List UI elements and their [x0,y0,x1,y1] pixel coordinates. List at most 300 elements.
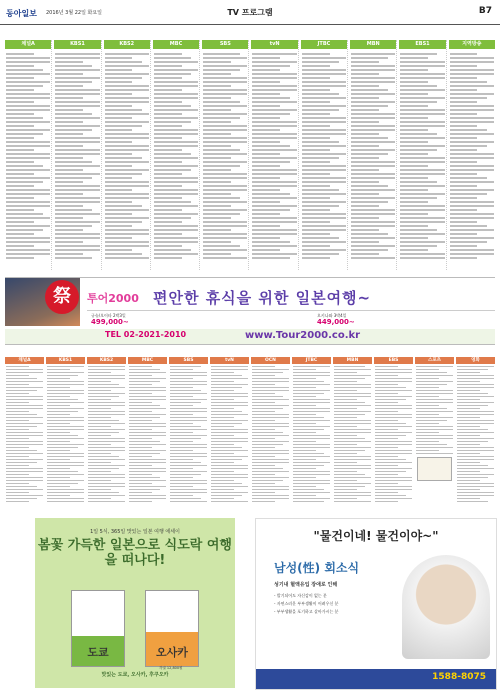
program-line [203,53,240,55]
program-line [6,197,34,199]
program-line [6,257,34,259]
program-line [154,65,182,67]
program-line [400,117,428,119]
program-line [6,396,43,398]
program-line [351,109,379,111]
program-line [6,369,43,371]
program-line [457,444,480,446]
program-line [170,369,193,371]
channel-header: SBS [202,40,248,49]
program-line [450,77,478,79]
program-line [6,453,43,455]
program-line [293,408,330,410]
program-line [416,408,447,410]
program-line [105,89,149,91]
program-line [55,149,99,151]
program-line [105,145,149,147]
program-line [211,498,234,500]
program-line [88,411,125,413]
program-line [55,109,83,111]
program-line [203,105,247,107]
program-line [351,209,395,211]
program-line [129,420,152,422]
program-line [400,133,437,135]
program-line [252,77,296,79]
program-line [6,113,34,115]
program-line [400,105,428,107]
program-line [351,193,379,195]
program-line [293,375,330,377]
ad-url[interactable]: www.Tour2000.co.kr [245,330,361,341]
program-line [88,501,125,503]
program-line [129,435,166,437]
program-line [375,468,412,470]
program-line [334,480,357,482]
program-line [6,411,29,413]
program-line [105,209,149,211]
book-ad[interactable] [35,518,235,688]
program-line [302,165,346,167]
program-line [203,117,240,119]
program-line [47,411,78,413]
program-line [47,378,70,380]
program-line [203,153,247,155]
program-line [47,468,70,470]
program-line [129,474,152,476]
program-line [252,432,283,434]
program-line [334,405,371,407]
program-line [211,414,248,416]
program-line [252,447,275,449]
program-line [416,378,439,380]
program-line [154,149,182,151]
program-line [129,495,166,497]
program-line [6,141,50,143]
program-line [6,77,34,79]
program-line [105,217,149,219]
program-line [351,65,395,67]
program-line [203,157,231,159]
program-line [293,453,324,455]
program-line [450,85,494,87]
program-line [105,153,133,155]
program-line [302,129,346,131]
program-line [375,450,412,452]
program-line [375,408,412,410]
program-line [203,209,247,211]
program-line [88,423,125,425]
program-line [252,109,296,111]
ad-point: - 발기되어도 자신감이 없는 분 [274,593,327,598]
program-line [105,185,149,187]
program-line [351,121,379,123]
program-line [88,465,125,467]
program-line [302,209,330,211]
program-line [105,249,133,251]
program-line [334,420,371,422]
program-line [6,201,50,203]
channel-header: KBS2 [104,40,150,49]
program-line [203,173,247,175]
program-line [105,213,133,215]
program-line [6,229,43,231]
program-line [375,480,412,482]
program-line [450,157,494,159]
program-line [457,486,494,488]
program-line [55,209,92,211]
program-line [400,85,437,87]
program-line [351,241,379,243]
program-line [457,477,488,479]
program-line [211,435,234,437]
program-line [351,57,388,59]
program-line [47,414,70,416]
program-line [252,495,289,497]
program-line [375,378,412,380]
program-line [400,89,444,91]
program-line [129,480,166,482]
program-line [170,426,201,428]
program-line [457,468,494,470]
program-line [252,229,296,231]
program-line [47,426,84,428]
program-line [302,57,346,59]
program-line [129,465,152,467]
program-line [302,213,346,215]
program-line [375,489,412,491]
program-line [154,133,198,135]
program-line [252,492,275,494]
program-line [351,181,379,183]
program-line [55,229,83,231]
ad-headline: 편안한 휴식을 위한 일본여행~ [153,289,372,307]
program-line [55,69,99,71]
program-line [450,181,494,183]
program-line [88,498,111,500]
program-line [154,73,191,75]
program-line [211,477,248,479]
program-line [252,189,280,191]
ad-phone-number[interactable]: 1588-8075 [432,672,486,682]
program-line [154,57,191,59]
program-line [293,477,316,479]
program-line [293,426,330,428]
cable-channel-header: 채널A [5,357,44,364]
health-ad[interactable] [255,518,497,690]
program-line [351,253,379,255]
program-line [105,157,142,159]
program-line [55,213,99,215]
program-line [129,447,152,449]
program-line [302,77,330,79]
program-line [154,225,198,227]
program-line [129,390,166,392]
program-line [105,129,133,131]
price-bar [87,310,495,327]
program-line [351,89,388,91]
program-line [55,89,99,91]
program-line [375,471,406,473]
price1-value: 499,000~ [91,318,129,326]
program-line [105,225,133,227]
program-line [47,399,78,401]
program-line [55,93,99,95]
program-line [47,423,70,425]
program-line [47,429,84,431]
program-line [400,229,437,231]
program-line [351,221,395,223]
program-line [293,483,330,485]
travel-ad[interactable] [5,277,495,345]
program-line [252,417,289,419]
program-line [252,387,289,389]
program-line [6,237,50,239]
program-line [293,381,324,383]
program-line [351,177,395,179]
program-line [170,390,201,392]
program-line [55,217,83,219]
program-line [203,109,231,111]
program-line [47,474,84,476]
program-line [6,447,29,449]
program-line [400,157,444,159]
program-line [252,89,296,91]
cable-column [292,357,331,512]
program-line [416,423,439,425]
program-line [88,489,111,491]
program-line [203,125,247,127]
cable-column [46,357,85,512]
cable-channel-header: 영화 [456,357,495,364]
program-line [170,384,207,386]
program-line [400,245,437,247]
program-line [6,489,43,491]
program-line [6,245,34,247]
program-line [302,69,346,71]
program-line [203,217,231,219]
program-line [457,495,494,497]
program-line [6,498,37,500]
program-line [400,53,437,55]
program-line [170,471,207,473]
program-line [55,249,99,251]
program-line [129,444,166,446]
program-line [334,423,371,425]
program-line [88,420,119,422]
program-line [170,432,193,434]
program-line [203,57,247,59]
program-line [375,435,406,437]
program-line [55,201,99,203]
program-line [252,399,289,401]
channel-header: KBS1 [54,40,100,49]
program-line [211,471,234,473]
program-line [302,221,330,223]
program-line [450,145,487,147]
program-line [334,459,371,461]
program-line [211,489,234,491]
program-line [416,432,439,434]
program-line [154,197,182,199]
program-line [450,105,494,107]
program-line [252,73,296,75]
program-line [457,501,488,503]
program-line [302,85,346,87]
program-line [450,201,494,203]
program-line [334,483,371,485]
program-line [6,381,43,383]
program-line [105,61,142,63]
program-line [457,429,488,431]
program-line [400,65,444,67]
program-line [170,429,207,431]
program-line [105,177,133,179]
program-line [6,117,43,119]
program-line [457,366,494,368]
program-line [47,435,78,437]
program-line [211,450,248,452]
program-line [252,181,296,183]
program-line [334,381,357,383]
program-line [105,197,149,199]
program-line [203,241,231,243]
program-line [203,253,231,255]
program-line [302,81,346,83]
program-line [55,221,99,223]
program-line [334,378,365,380]
program-line [88,405,125,407]
program-line [6,133,43,135]
program-line [47,501,84,503]
program-line [6,384,29,386]
program-line [105,165,133,167]
program-line [55,205,83,207]
program-line [55,133,83,135]
program-line [252,105,280,107]
program-line [129,489,160,491]
program-line [351,77,395,79]
program-line [88,381,111,383]
ad-quote: "물건이네! 물건이야~" [313,529,439,543]
program-line [203,165,240,167]
cable-column [456,357,495,512]
book-title: 봄꽃 가득한 일본으로 식도락 여행을 떠나다! [38,538,232,568]
program-line [252,477,289,479]
program-line [105,205,142,207]
program-line [457,384,494,386]
program-line [154,245,182,247]
program-line [55,257,92,259]
program-line [293,435,330,437]
program-line [400,209,444,211]
program-line [211,420,248,422]
program-line [375,393,398,395]
program-line [6,378,37,380]
program-line [450,81,487,83]
program-line [129,375,152,377]
program-line [170,462,201,464]
program-line [400,217,444,219]
program-line [211,468,248,470]
program-line [203,145,231,147]
program-line [351,157,379,159]
program-line [375,429,398,431]
program-line [400,249,428,251]
program-line [203,189,247,191]
program-line [375,456,398,458]
program-line [252,390,289,392]
program-line [55,121,83,123]
program-line [252,149,296,151]
program-line [293,369,316,371]
program-line [129,468,166,470]
program-line [457,498,480,500]
program-line [154,137,182,139]
program-line [400,97,444,99]
program-line [252,97,289,99]
program-line [450,61,494,63]
cable-channel-header: MBC [128,357,167,364]
program-line [6,185,34,187]
program-line [105,173,142,175]
program-line [6,399,43,401]
program-line [170,501,207,503]
program-line [400,129,428,131]
cable-channel-header: JTBC [292,357,331,364]
program-line [375,417,412,419]
program-line [211,453,234,455]
program-line [351,145,379,147]
program-line [6,81,50,83]
program-line [6,125,34,127]
program-line [252,498,289,500]
program-line [375,414,412,416]
program-line [203,161,247,163]
ad-brand: 투어2000 [87,292,139,305]
program-line [154,165,198,167]
cable-channel-header: SBS [169,357,208,364]
program-line [6,233,34,235]
elderly-man-photo [402,555,490,659]
program-line [47,453,84,455]
program-line [400,77,444,79]
program-line [334,447,371,449]
program-line [129,372,166,374]
program-line [154,101,182,103]
program-line [252,225,280,227]
program-line [154,213,198,215]
program-line [252,381,289,383]
program-line [334,492,371,494]
program-line [416,441,439,443]
program-line [154,69,198,71]
program-line [55,225,92,227]
program-line [293,423,316,425]
program-line [6,129,50,131]
program-line [47,381,84,383]
program-line [416,444,447,446]
program-line [334,408,357,410]
program-line [351,153,388,155]
program-line [457,414,494,416]
program-line [6,426,37,428]
program-line [170,495,193,497]
program-line [252,408,283,410]
program-line [252,197,296,199]
program-line [6,101,34,103]
program-line [154,201,191,203]
program-line [351,237,395,239]
